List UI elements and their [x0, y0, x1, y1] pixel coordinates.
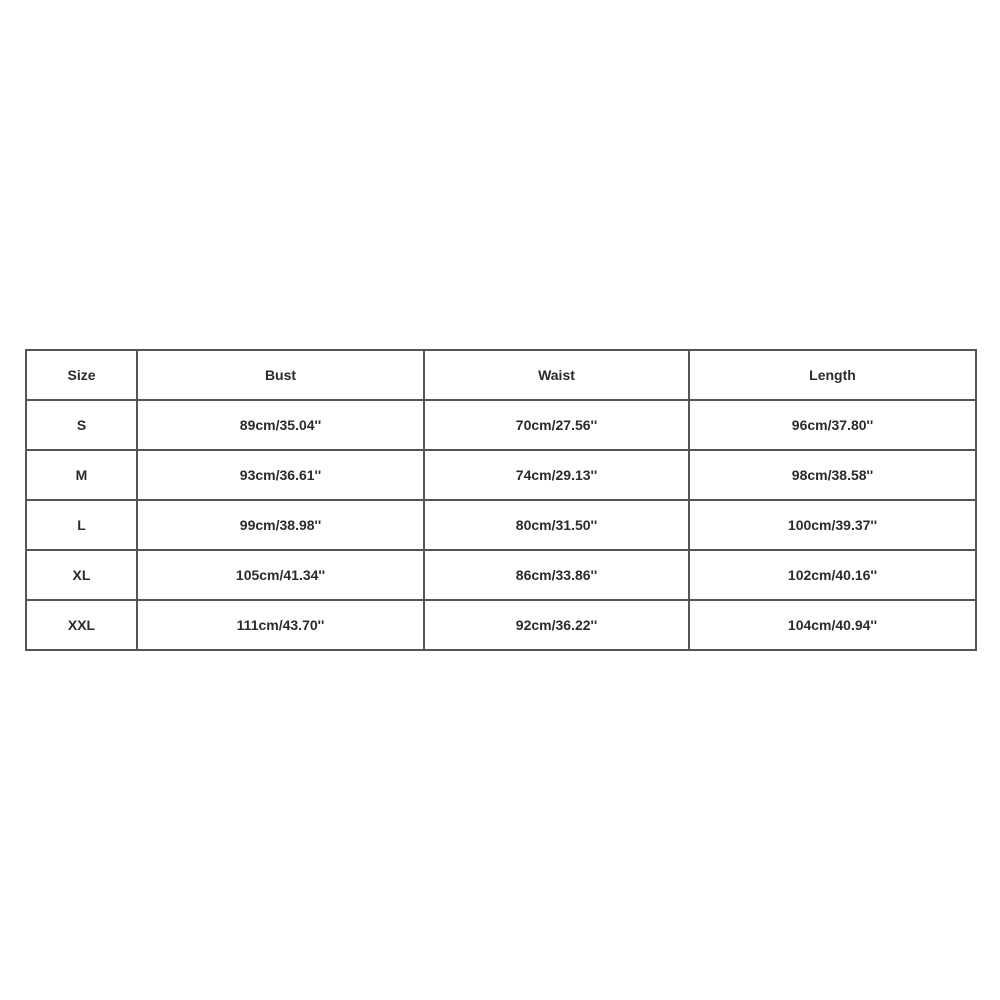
cell-waist: 74cm/29.13'': [424, 450, 689, 500]
cell-length: 98cm/38.58'': [689, 450, 976, 500]
cell-size: S: [26, 400, 137, 450]
cell-bust: 99cm/38.98'': [137, 500, 424, 550]
table-row: [26, 600, 976, 650]
cell-waist: 70cm/27.56'': [424, 400, 689, 450]
cell-waist: 86cm/33.86'': [424, 550, 689, 600]
table-row: [26, 500, 976, 550]
header-waist: Waist: [424, 350, 689, 400]
cell-size: XL: [26, 550, 137, 600]
table-row: [26, 450, 976, 500]
cell-length: 100cm/39.37'': [689, 500, 976, 550]
cell-waist: 80cm/31.50'': [424, 500, 689, 550]
cell-bust: 105cm/41.34'': [137, 550, 424, 600]
cell-length: 102cm/40.16'': [689, 550, 976, 600]
table-header-row: [26, 350, 976, 400]
header-size: Size: [26, 350, 137, 400]
cell-bust: 89cm/35.04'': [137, 400, 424, 450]
cell-size: XXL: [26, 600, 137, 650]
cell-size: L: [26, 500, 137, 550]
cell-length: 96cm/37.80'': [689, 400, 976, 450]
table-row: [26, 400, 976, 450]
header-bust: Bust: [137, 350, 424, 400]
header-length: Length: [689, 350, 976, 400]
cell-length: 104cm/40.94'': [689, 600, 976, 650]
cell-bust: 93cm/36.61'': [137, 450, 424, 500]
cell-waist: 92cm/36.22'': [424, 600, 689, 650]
size-chart-table: [25, 349, 977, 651]
table-row: [26, 550, 976, 600]
cell-bust: 111cm/43.70'': [137, 600, 424, 650]
cell-size: M: [26, 450, 137, 500]
